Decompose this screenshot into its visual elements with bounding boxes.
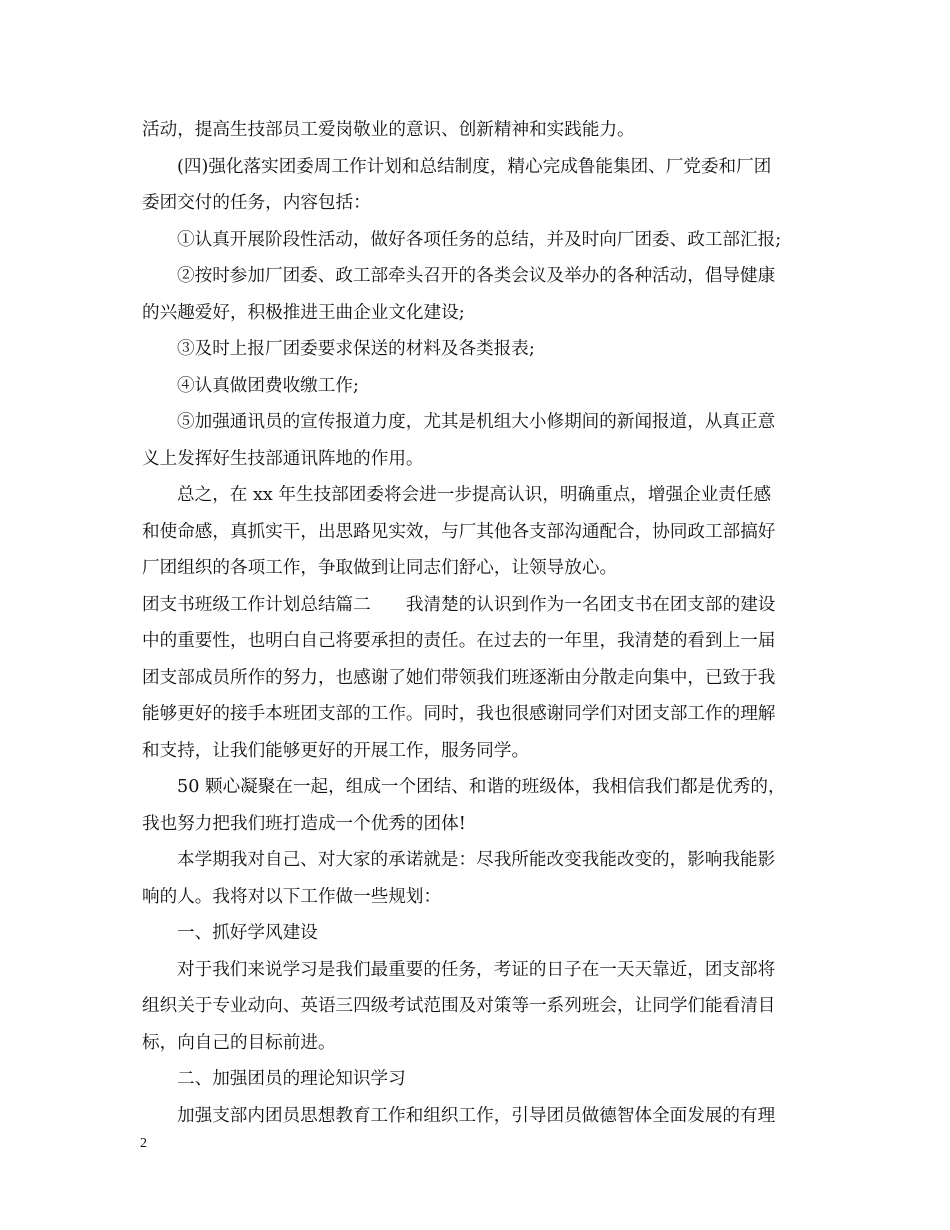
- text-line: 和支持，让我们能够更好的开展工作，服务同学。: [142, 740, 530, 761]
- text-line: (四)强化落实团委周工作计划和总结制度，精心完成鲁能集团、厂党委和厂团: [177, 156, 772, 177]
- text-line: 能够更好的接手本班团支部的工作。同时，我也很感谢同学们对团支部工作的理解: [142, 704, 776, 724]
- text-line: 团支书班级工作计划总结篇二 我清楚的认识到作为一名团支书在团支部的建设: [142, 594, 776, 615]
- text-line: 一、抓好学风建设: [177, 923, 318, 943]
- document-body: [142, 112, 822, 1134]
- text-line: 加强支部内团员思想教育工作和组织工作，引导团员做德智体全面发展的有理: [177, 1105, 776, 1126]
- text-line: ②按时参加厂团委、政工部牵头召开的各类会议及举办的各种活动，倡导健康: [177, 266, 776, 286]
- text-line: 总之，在 xx 年生技部团委将会进一步提高认识，明确重点，增强企业责任感: [177, 485, 772, 505]
- text-line: 的兴趣爱好，积极推进王曲企业文化建设;: [142, 302, 465, 323]
- text-line: 二、加强团员的理论知识学习: [177, 1069, 406, 1089]
- text-line: ③及时上报厂团委要求保送的材料及各类报表;: [177, 339, 535, 359]
- text-line: 义上发挥好生技部通讯阵地的作用。: [142, 448, 424, 469]
- text-line: 响的人。我将对以下工作做一些规划：: [142, 886, 442, 907]
- text-line: 对于我们来说学习是我们最重要的任务，考证的日子在一天天靠近，团支部将: [177, 959, 776, 980]
- text-line: 50 颗心凝聚在一起，组成一个团结、和谐的班级体，我相信我们都是优秀的，: [177, 777, 786, 797]
- text-line: 本学期我对自己、对大家的承诺就是：尽我所能改变我能改变的，影响我能影: [177, 850, 776, 870]
- text-line: 厂团组织的各项工作，争取做到让同志们舒心，让领导放心。: [142, 558, 618, 578]
- text-line: 团支部成员所作的努力，也感谢了她们带领我们班逐渐由分散走向集中，已致于我: [142, 667, 776, 688]
- text-line: 委团交付的任务，内容包括：: [142, 193, 371, 213]
- text-line: 和使命感，真抓实干，出思路见实效，与厂其他各支部沟通配合，协同政工部搞好: [142, 521, 776, 542]
- text-line: 中的重要性，也明白自己将要承担的责任。在过去的一年里，我清楚的看到上一届: [142, 631, 776, 651]
- text-line: ⑤加强通讯员的宣传报道力度，尤其是机组大小修期间的新闻报道，从真正意: [177, 412, 776, 432]
- page-number: 2: [140, 1136, 147, 1151]
- text-line: 组织关于专业动向、英语三四级考试范围及对策等一系列班会，让同学们能看清目: [142, 996, 776, 1016]
- text-line: 标，向自己的目标前进。: [142, 1032, 336, 1053]
- text-line: 我也努力把我们班打造成一个优秀的团体!: [142, 813, 466, 834]
- text-line: 活动，提高生技部员工爱岗敬业的意识、创新精神和实践能力。: [142, 120, 635, 140]
- text-line: ①认真开展阶段性活动，做好各项任务的总结，并及时向厂团委、政工部汇报;: [177, 229, 782, 250]
- text-line: ④认真做团费收缴工作;: [177, 375, 359, 396]
